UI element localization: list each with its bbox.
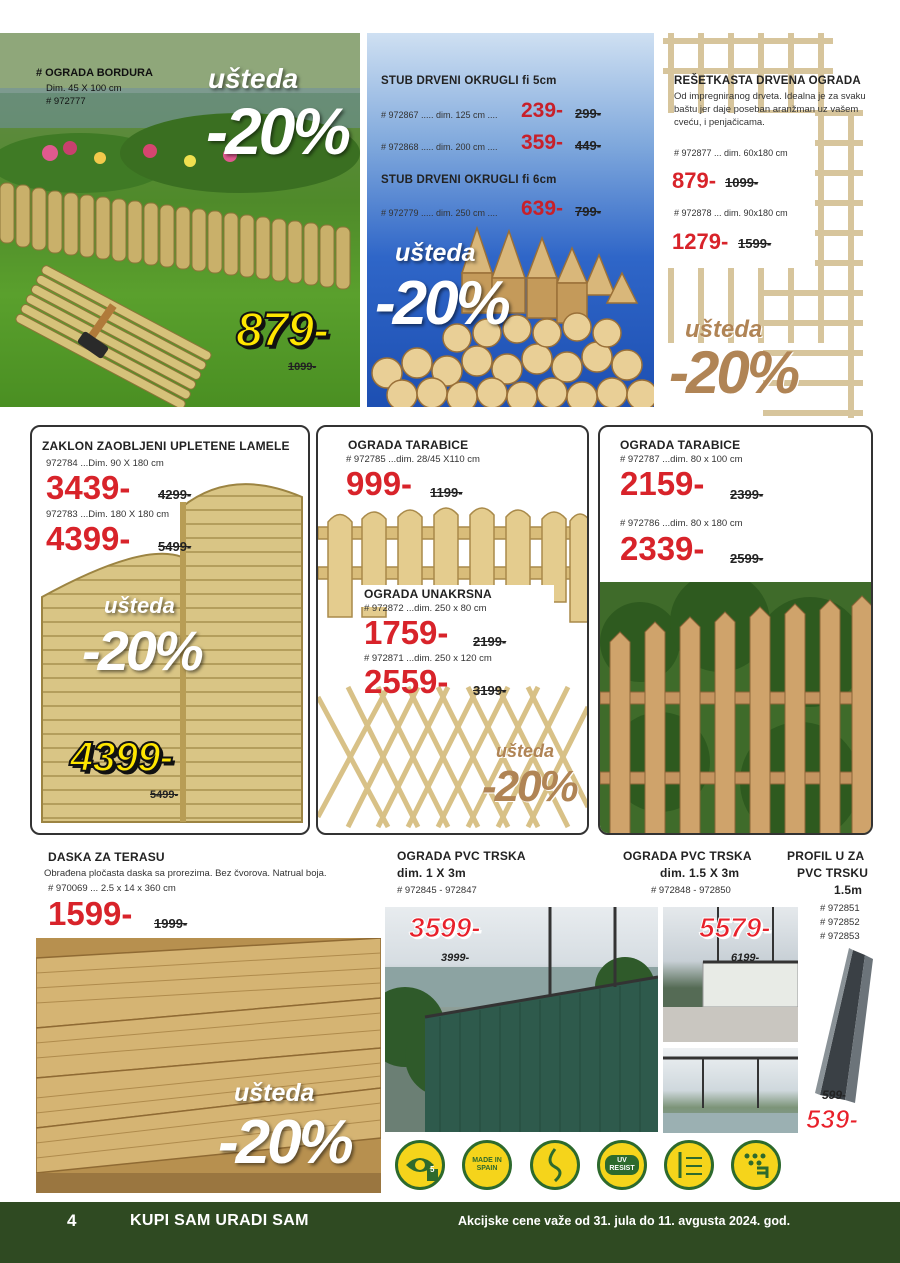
unakrsna-pct: -20% [482, 762, 577, 811]
zaklon-r1-price: 3439- [46, 469, 131, 506]
resetka-title: REŠETKASTA DRVENA OGRADA [674, 75, 861, 87]
pvc2-old: 6199- [731, 952, 760, 964]
daska-code: # 970069 ... 2.5 x 14 x 360 cm [48, 883, 176, 894]
stub-r2-code: # 972868 ..... dim. 200 cm .... [381, 142, 498, 152]
tarabice2-r1-code: # 972787 ...dim. 80 x 100 cm [620, 454, 743, 465]
pvc1-title: OGRADA PVC TRSKA [397, 849, 526, 863]
daska-desc: Obrađena pločasta daska sa prorezima. Bez čvorova. Natrual boja. [44, 868, 327, 879]
pvc2-price: 5579- [699, 912, 771, 943]
zaklon-title: ZAKLON ZAOBLJENI UPLETENE LAMELE [42, 439, 290, 453]
resetka-r2-price: 1279- [672, 229, 729, 254]
stub-r1-old: 299- [575, 106, 602, 121]
stub-photo [367, 33, 654, 407]
stub-title-2: STUB DRVENI OKRUGLI fi 6cm [381, 174, 557, 186]
daska-price: 1599- [48, 895, 133, 932]
badge-5-number: 5 [430, 1165, 435, 1174]
tarabice2-r2-old: 2599- [730, 551, 764, 566]
pvc1-dim: dim. 1 X 3m [397, 866, 466, 880]
badge-5-years-icon [395, 1140, 445, 1190]
bordura-code: # 972777 [46, 96, 86, 107]
tarabice1-old: 1199- [430, 485, 463, 500]
stub-pct: -20% [375, 269, 508, 338]
profil-code-3: # 972853 [820, 931, 860, 942]
zaklon-card [30, 425, 310, 835]
resetka-r1-code: # 972877 ... dim. 60x180 cm [674, 148, 788, 158]
profil-price: 539- [806, 1104, 859, 1134]
profil-title-1: PROFIL U ZA [787, 849, 865, 863]
pvc2-dim: dim. 1.5 X 3m [660, 866, 740, 880]
tarabice2-card [598, 425, 873, 835]
unakrsna-r1-old: 2199- [473, 634, 507, 649]
daska-title: DASKA ZA TERASU [48, 850, 165, 864]
zaklon-r2-price: 4399- [46, 520, 131, 557]
badge-waterproof-icon [731, 1140, 781, 1190]
tarabice2-title: OGRADA TARABICE [620, 438, 741, 452]
unakrsna-r2-old: 3199- [473, 683, 507, 698]
zaklon-big-price: 4399- [70, 733, 173, 780]
resetka-r1-price: 879- [672, 168, 717, 193]
profil-title-2: PVC TRSKU [797, 866, 869, 880]
daska-section [30, 845, 380, 1195]
resetka-pct: -20% [669, 339, 798, 406]
daska-old: 1999- [154, 916, 188, 931]
bordura-price: 879- [236, 304, 329, 357]
footer-validity-note: Akcijske cene važe od 31. jula do 11. avgusta 2024. god. [458, 1214, 791, 1228]
unakrsna-title: OGRADA UNAKRSNA [364, 587, 492, 601]
tarabice-unakrsna-card [316, 425, 589, 835]
stub-r1-code: # 972867 ..... dim. 125 cm .... [381, 110, 498, 120]
unakrsna-r2-code: # 972871 ...dim. 250 x 120 cm [364, 653, 492, 664]
zaklon-usteda: ušteda [104, 593, 175, 618]
badge-made-in-spain-label: MADE IN SPAIN [472, 1157, 502, 1172]
badge-uv-resist-label: UV RESIST [605, 1155, 639, 1175]
unakrsna-r1-price: 1759- [364, 614, 449, 651]
pvc1-code: # 972845 - 972847 [397, 885, 477, 896]
tarabice2-r2-price: 2339- [620, 530, 705, 567]
badge-made-in-spain-icon [462, 1140, 512, 1190]
resetka-r1-old: 1099- [725, 175, 759, 190]
pvc1-old: 3999- [441, 952, 470, 964]
stub-r1-price: 239- [521, 99, 564, 122]
resetka-usteda: ušteda [685, 316, 763, 343]
pvc2-title: OGRADA PVC TRSKA [623, 849, 752, 863]
zaklon-r2-code: 972783 ...Dim. 180 X 180 cm [46, 509, 170, 520]
profil-dim: 1.5m [834, 883, 863, 897]
tarabice2-r1-old: 2399- [730, 487, 764, 502]
zaklon-pct: -20% [82, 619, 201, 682]
bordura-tile [0, 33, 360, 407]
zaklon-big-old: 5499- [150, 789, 179, 801]
bordura-old-price: 1099- [288, 361, 317, 373]
bordura-title: # OGRADA BORDURA [36, 67, 153, 79]
stub-r3-code: # 972779 ..... dim. 250 cm .... [381, 208, 498, 218]
resetka-r2-old: 1599- [738, 236, 772, 251]
tarabice2-photo [600, 582, 873, 835]
pvc1-price: 3599- [409, 912, 481, 943]
footer-brand: KUPI SAM URADI SAM [130, 1212, 309, 1229]
stub-title-1: STUB DRVENI OKRUGLI fi 5cm [381, 75, 557, 87]
badge-flexible-icon [530, 1140, 580, 1190]
unakrsna-r2-price: 2559- [364, 663, 449, 700]
footer-bar [0, 1202, 900, 1263]
daska-pct: -20% [218, 1108, 351, 1177]
tarabice1-code: # 972785 ...dim. 28/45 X110 cm [346, 454, 480, 465]
profil-code-2: # 972852 [820, 917, 860, 928]
zaklon-r1-code: 972784 ...Dim. 90 X 180 cm [46, 458, 164, 469]
footer-page-number: 4 [67, 1211, 77, 1230]
pvc2-code: # 972848 - 972850 [651, 885, 731, 896]
stub-r2-price: 359- [521, 131, 564, 154]
unakrsna-usteda: ušteda [496, 741, 555, 761]
daska-usteda: ušteda [234, 1079, 315, 1107]
badge-installation-icon [664, 1140, 714, 1190]
stub-tile [367, 33, 654, 407]
bordura-dim: Dim. 45 X 100 cm [46, 83, 122, 94]
tarabice2-r1-price: 2159- [620, 465, 705, 502]
profil-old: 599- [822, 1088, 847, 1102]
stub-r3-old: 799- [575, 204, 602, 219]
bordura-pct: -20% [206, 94, 349, 168]
profil-u-image [805, 945, 875, 1105]
resetka-r2-code: # 972878 ... dim. 90x180 cm [674, 208, 788, 218]
bordura-usteda: ušteda [208, 63, 299, 94]
pvc2-photo-2 [663, 1048, 798, 1133]
stub-r3-price: 639- [521, 197, 564, 220]
stub-r2-old: 449- [575, 138, 602, 153]
badge-uv-resist-icon [597, 1140, 647, 1190]
tarabice1-title: OGRADA TARABICE [348, 438, 469, 452]
zaklon-r1-old: 4299- [158, 487, 192, 502]
profil-code-1: # 972851 [820, 903, 860, 914]
zaklon-r2-old: 5499- [158, 539, 192, 554]
resetka-tile [663, 33, 873, 423]
stub-usteda: ušteda [395, 239, 476, 267]
resetka-desc: Od impregniranog drveta. Idealna je za svaku baštu jer daje poseban aranžman uz vašem cveću, i penjačicama. [674, 91, 866, 128]
tarabice1-price: 999- [346, 465, 413, 502]
unakrsna-r1-code: # 972872 ...dim. 250 x 80 cm [364, 603, 487, 614]
tarabice2-r2-code: # 972786 ...dim. 80 x 180 cm [620, 518, 743, 529]
